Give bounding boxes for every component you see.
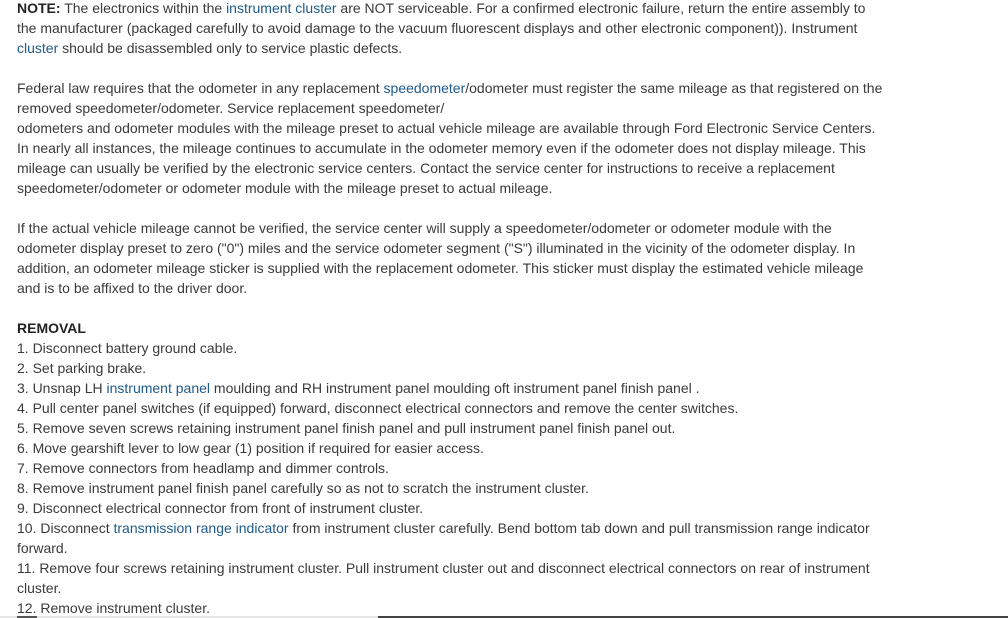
removal-step [17, 518, 887, 558]
removal-step: 6. Move gearshift lever to low gear (1) position if required for easier access. [17, 440, 484, 456]
removal-step: 5. Remove seven screws retaining instrument panel finish panel and pull instrument panel finish panel out. [17, 420, 676, 436]
note-label: NOTE: [17, 0, 61, 16]
step-10-text-2: from instrument cluster carefully. Bend bottom tab down and pull transmission range indicator forward. [17, 520, 870, 556]
removal-step: 12. Remove instrument cluster. [17, 600, 210, 616]
step-10-text-1: 10. Disconnect [17, 520, 114, 536]
note-text-3: should be disassembled only to service plastic defects. [58, 40, 403, 56]
removal-step: 4. Pull center panel switches (if equipped) forward, disconnect electrical connectors and remove the center switches. [17, 400, 739, 416]
removal-step: 1. Disconnect battery ground cable. [17, 340, 238, 356]
removal-heading: REMOVAL [17, 320, 86, 336]
federal-text-2: /odometer must register the same mileage as that registered on the removed speedometer/odometer. Service replacement speedometer/ [17, 80, 883, 116]
speedometer-link[interactable]: speedometer [383, 80, 466, 96]
federal-text-3: odometers and odometer modules with the mileage preset to actual vehicle mileage are available through Ford Electronic Service Centers. In nearly all instances, the mileage continues to accumulate in the odometer memory even if the odometer does not display mileage. This mileage can usually be verified by the electronic service centers. Contact the service center for instructions to receive a replacement speedometer/odometer or odometer module with the mileage preset to actual mileage. [17, 120, 876, 196]
step-3-text-1: 3. Unsnap LH [17, 380, 107, 396]
instrument-panel-link[interactable]: instrument panel [106, 380, 211, 396]
removal-step: 11. Remove four screws retaining instrument cluster. Pull instrument cluster out and disconnect electrical connectors on rear of instrument cluster. [17, 560, 870, 596]
removal-step: 7. Remove connectors from headlamp and dimmer controls. [17, 460, 389, 476]
removal-step [17, 378, 887, 398]
removal-step: 8. Remove instrument panel finish panel carefully so as not to scratch the instrument cluster. [17, 480, 589, 496]
note-text-1: The electronics within the [60, 0, 227, 16]
cluster-link[interactable]: cluster [17, 40, 59, 56]
step-3-text-2: moulding and RH instrument panel moulding oft instrument panel finish panel . [210, 380, 700, 396]
document-body [17, 0, 887, 618]
federal-text-1: Federal law requires that the odometer in any replacement [17, 80, 384, 96]
note-paragraph [17, 0, 887, 58]
removal-step: 2. Set parking brake. [17, 360, 147, 376]
unverified-paragraph: If the actual vehicle mileage cannot be verified, the service center will supply a speedometer/odometer or odometer module with the odometer display preset to zero ("0") miles and the service odometer segment ("S") illuminated in the vicinity of the odometer display. In addition, an odometer mileage sticker is supplied with the replacement odometer. This sticker must display the estimated vehicle mileage and is to be affixed to the driver door. [17, 220, 864, 296]
note-text-2: are NOT serviceable. For a confirmed electronic failure, return the entire assembly to the manufacturer (packaged carefully to avoid damage to the vacuum fluorescent displays and other electronic component)). Instrument [17, 0, 866, 36]
federal-paragraph [17, 78, 887, 198]
instrument-cluster-link[interactable]: instrument cluster [226, 0, 337, 16]
transmission-range-indicator-link[interactable]: transmission range indicator [113, 520, 289, 536]
removal-step: 9. Disconnect electrical connector from front of instrument cluster. [17, 500, 424, 516]
